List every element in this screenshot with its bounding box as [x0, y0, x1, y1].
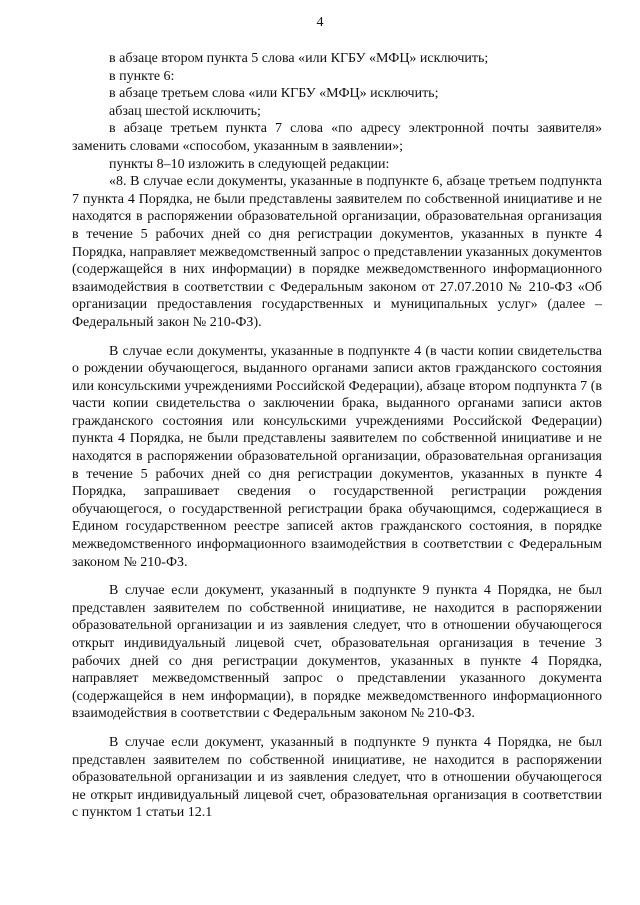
paragraph-p8: «8. В случае если документы, указанные в подпункте 6, абзаце третьем подпункта 7 пункта 4 Порядка, не были представлены заявителем по собственной инициативе и не находятся в распоряжении образовательной организации, образовательная организация в течение 5 рабочих дней со дня регистрации документов, указанных в пункте 4 Порядка, направляет межведомственный запрос о представлении указанных документов (содержащейся в них информации) в порядке межведомственного информационного взаимодействия в соответствии с Федеральным законом от 27.07.2010 № 210-ФЗ «Об организации предоставления государственных и муниципальных услуг» (далее – Федеральный закон № 210-ФЗ). [72, 174, 602, 330]
paragraph-birth-marriage: В случае если документы, указанные в подпункте 4 (в части копии свидетельства о рождении обучающегося, выданного органами записи актов гражданского состояния или консульскими учреждениями Российской Федерации), абзаце втором подпункта 7 (в части копии свидетельства о заключении брака, выданного органами записи актов гражданского состояния или консульскими учреждениями Российской Федерации) пункта 4 Порядка, не были представлены заявителем по собственной инициативе и не находятся в распоряжении образовательной организации, образовательная организация в течение 5 рабочих дней со дня регистрации документов, указанных в пункте 4 Порядка, запрашивает сведения о государственной регистрации рождения обучающегося, о государственной регистрации брака обучающимся, содержащиеся в Едином государственном реестре записей актов гражданского состояния, в порядке межведомственного информационного взаимодействия в соответствии с Федеральным законом № 210-ФЗ. [72, 343, 602, 570]
paragraph-p6-third: в абзаце третьем слова «или КГБУ «МФЦ» исключить; [109, 86, 439, 102]
paragraph-p8-10-intro: пункты 8–10 изложить в следующей редакции: [109, 156, 390, 172]
paragraph-p6-sixth: абзац шестой исключить; [109, 103, 261, 119]
page-number: 4 [316, 15, 324, 30]
document-body [72, 50, 602, 822]
paragraph-account-not-open: В случае если документ, указанный в подпункте 9 пункта 4 Порядка, не был представлен заявителем по собственной инициативе, не находится в распоряжении образовательной организации и из заявления следует, что в отношении обучающегося не открыт индивидуальный лицевой счет, образовательная организация в соответствии с пунктом 1 статьи 12.1 [72, 734, 602, 821]
paragraph-p7-third: в абзаце третьем пункта 7 слова «по адресу электронной почты заявителя» заменить словами «способом, указанным в заявлении»; [72, 121, 602, 154]
paragraph-in-p6: в пункте 6: [109, 68, 175, 84]
paragraph-account-open: В случае если документ, указанный в подпункте 9 пункта 4 Порядка, не был представлен заявителем по собственной инициативе, не находится в распоряжении образовательной организации и из заявления следует, что в отношении обучающегося открыт индивидуальный лицевой счет, образовательная организация в течение 3 рабочих дней со дня регистрации документов, указанных в пункте 4 Порядка, направляет межведомственный запрос о представлении указанного документа (содержащейся в нем информации), в порядке межведомственного информационного взаимодействия в соответствии с Федеральным законом № 210-ФЗ. [72, 583, 602, 722]
paragraph-amend-p5: в абзаце втором пункта 5 слова «или КГБУ «МФЦ» исключить; [109, 51, 489, 66]
